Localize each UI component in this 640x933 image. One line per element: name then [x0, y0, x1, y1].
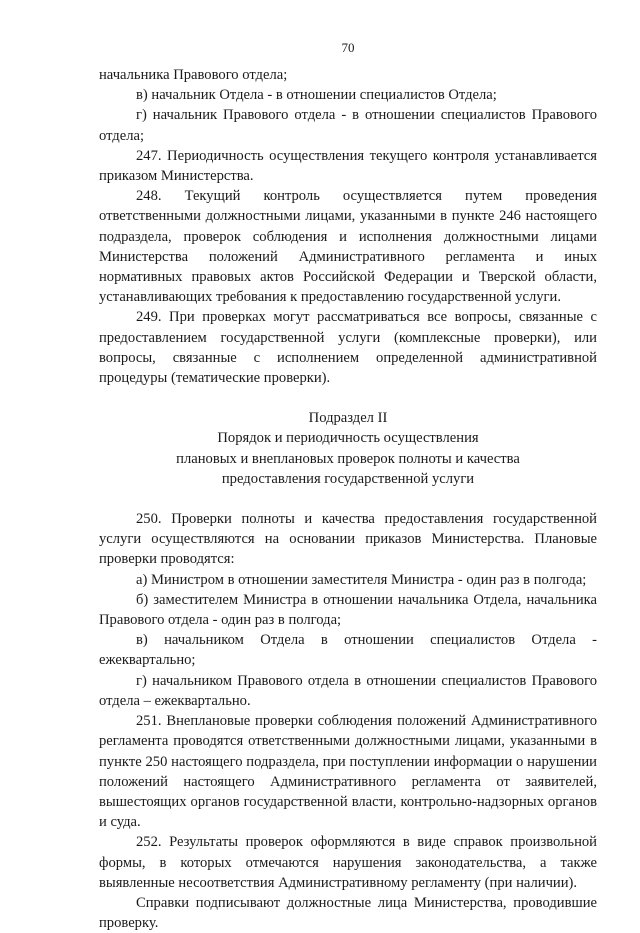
- paragraph: г) начальник Правового отдела - в отношении специалистов Правового отдела;: [99, 107, 597, 144]
- paragraph: Справки подписывают должностные лица Министерства, проводившие проверку.: [99, 894, 597, 932]
- section-heading-number: Подраздел II: [308, 410, 388, 427]
- paragraph: 251. Внеплановые проверки соблюдения положений Административного регламента проводятся ответственными должностными лицами, указанными в пункте 250 настоящего подраздела, при поступлении информации о нарушении положений настоящего Административного регламента от заявителей, вышестоящих органов государственной власти, контрольно-надзорных органов и суда.: [99, 713, 597, 831]
- paragraph: 249. При проверках могут рассматриваться все вопросы, связанные с предоставлением государственной услуги (комплексные проверки), или вопросы, связанные с исполнением определенной административной процедуры (тематические проверки).: [99, 309, 597, 387]
- paragraph: б) заместителем Министра в отношении начальника Отдела, начальника Правового отдела - один раз в полгода;: [99, 591, 597, 629]
- paragraph: в) начальник Отдела - в отношении специалистов Отдела;: [136, 87, 497, 104]
- paragraph: 247. Периодичность осуществления текущего контроля устанавливается приказом Министерства.: [99, 147, 597, 185]
- page-number: 70: [341, 40, 355, 55]
- section-heading-title: Порядок и периодичность осуществления: [217, 430, 479, 447]
- paragraph: 252. Результаты проверок оформляются в виде справок произвольной формы, в которых отмечаются нарушения законодательства, а также выявленные несоответствия Административному регламенту (при наличии).: [99, 834, 597, 891]
- paragraph: г) начальником Правового отдела в отношении специалистов Правового отдела – ежеквартально.: [99, 672, 597, 709]
- paragraph: 248. Текущий контроль осуществляется путем проведения ответственными должностными лицами, указанными в пункте 246 настоящего подраздела, проверок соблюдения и исполнения должностными лицами Министерства положений Административного регламента и иных нормативных правовых актов Российской Федерации и Тверской области, устанавливающих требования к предоставлению государственной услуги.: [99, 188, 597, 306]
- paragraph: начальника Правового отдела;: [99, 67, 288, 83]
- paragraph: а) Министром в отношении заместителя Министра - один раз в полгода;: [136, 571, 587, 588]
- paragraph: 250. Проверки полноты и качества предоставления государственной услуги осуществляются на основании приказов Министерства. Плановые проверки проводятся:: [99, 511, 597, 568]
- section-heading-title: плановых и внеплановых проверок полноты и качества: [176, 450, 520, 467]
- paragraph: в) начальником Отдела в отношении специалистов Отдела - ежеквартально;: [99, 632, 597, 669]
- section-heading-title: предоставления государственной услуги: [221, 470, 475, 487]
- document-body: [99, 65, 597, 933]
